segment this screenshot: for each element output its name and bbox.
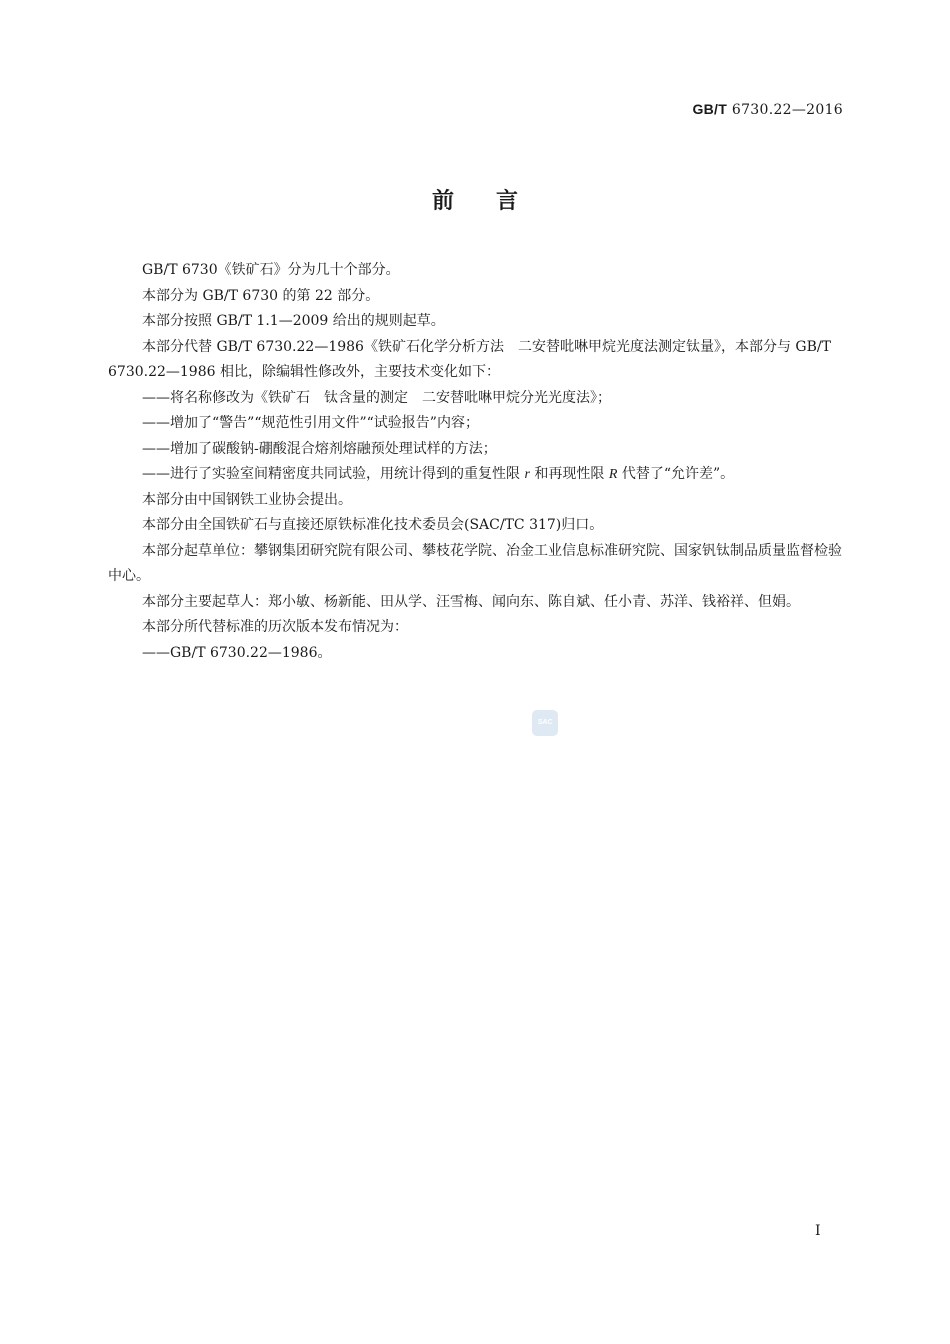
- list-item: ——GB/T 6730.22—1986。: [142, 644, 332, 661]
- sac-watermark-logo: SAC: [532, 710, 558, 736]
- text-segment: ——进行了实验室间精密度共同试验，用统计得到的重复性限: [142, 466, 525, 482]
- list-item: [108, 462, 844, 488]
- paragraph: 本部分由全国铁矿石与直接还原铁标准化技术委员会(SAC/TC 317)归口。: [142, 517, 604, 533]
- list-item: ——将名称修改为《铁矿石 钛含量的测定 二安替吡啉甲烷分光光度法》；: [142, 389, 611, 406]
- paragraph: 本部分按照 GB/T 1.1—2009 给出的规则起草。: [142, 313, 445, 329]
- text-segment: 和再现性限: [529, 466, 609, 482]
- paragraph: 本部分由中国钢铁工业协会提出。: [142, 491, 352, 508]
- page-number: I: [815, 1223, 821, 1239]
- page-title: 前言: [431, 189, 560, 214]
- symbol-R: R: [608, 467, 618, 482]
- text-segment: 代替了“允许差”。: [617, 466, 735, 482]
- paragraph: GB/T 6730《铁矿石》分为几十个部分。: [142, 262, 400, 278]
- document-body: [108, 258, 844, 666]
- paragraph: 本部分为 GB/T 6730 的第 22 部分。: [142, 287, 380, 304]
- standard-prefix: GB/T: [692, 101, 728, 117]
- paragraph: 本部分所代替标准的历次版本发布情况为：: [142, 619, 408, 635]
- paragraph: 本部分主要起草人：郑小敏、杨新能、田从学、汪雪梅、闻向东、陈自斌、任小青、苏洋、钱裕祥、但娟。: [142, 593, 800, 610]
- paragraph: 本部分代替 GB/T 6730.22—1986《铁矿石化学分析方法 二安替吡啉甲烷光度法测定钛量》，本部分与 GB/T 6730.22—1986 相比，除编辑性修改外，主要技术变化如下：: [108, 338, 831, 380]
- paragraph: 本部分起草单位：攀钢集团研究院有限公司、攀枝花学院、冶金工业信息标准研究院、国家钒钛制品质量监督检验中心。: [108, 542, 842, 584]
- standard-number-header: [692, 101, 843, 118]
- standard-number: 6730.22—2016: [731, 102, 843, 118]
- symbol-r: r: [524, 467, 530, 482]
- list-item: ——增加了“警告”“规范性引用文件”“试验报告”内容；: [142, 415, 479, 431]
- list-item: ——增加了碳酸钠-硼酸混合熔剂熔融预处理试样的方法；: [142, 440, 497, 457]
